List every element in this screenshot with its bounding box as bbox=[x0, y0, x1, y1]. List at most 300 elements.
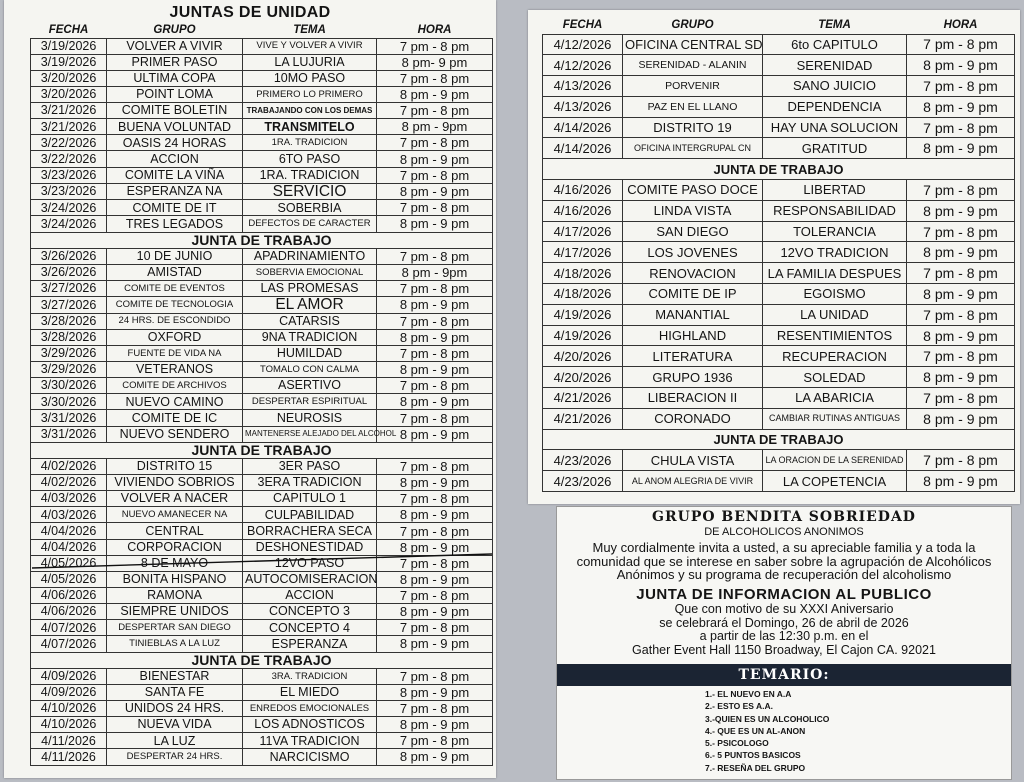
meeting-group: GRUPO 1936 bbox=[623, 367, 763, 388]
meeting-group: FUENTE DE VIDA NA bbox=[107, 345, 243, 361]
meeting-date: 3/24/2026 bbox=[31, 200, 107, 216]
section-header-row bbox=[31, 652, 493, 668]
meeting-row bbox=[31, 248, 493, 264]
meeting-row bbox=[31, 313, 493, 329]
meeting-row bbox=[543, 76, 1015, 97]
meeting-group: COMITE DE TECNOLOGIA bbox=[107, 297, 243, 314]
meeting-row bbox=[31, 668, 493, 684]
meeting-group: MANANTIAL bbox=[623, 304, 763, 325]
meeting-theme: RESPONSABILIDAD bbox=[763, 200, 907, 221]
section-label: JUNTA DE TRABAJO bbox=[31, 232, 493, 248]
right-schedule-rows bbox=[543, 34, 1015, 492]
meeting-group: POINT LOMA bbox=[107, 86, 243, 102]
meeting-group: NUEVO AMANECER NA bbox=[107, 507, 243, 523]
meeting-time: 7 pm - 8 pm bbox=[907, 34, 1015, 55]
meeting-time: 7 pm - 8 pm bbox=[907, 180, 1015, 201]
meeting-time: 7 pm - 8 pm bbox=[377, 555, 493, 571]
temario-item: 6.- 5 PUNTOS BASICOS bbox=[705, 750, 801, 761]
meeting-time: 8 pm- 9 pm bbox=[377, 54, 493, 70]
header-tema: TEMA bbox=[818, 19, 851, 31]
flyer-detail-line: Que con motivo de su XXXI Aniversario bbox=[674, 601, 894, 616]
meeting-row bbox=[31, 183, 493, 200]
meeting-row bbox=[31, 297, 493, 314]
section-header-row bbox=[31, 442, 493, 458]
meeting-time: 8 pm - 9 pm bbox=[377, 604, 493, 620]
meeting-row bbox=[31, 167, 493, 183]
meeting-theme: LA LUJURIA bbox=[243, 54, 377, 70]
flyer-invitation-text: Muy cordialmente invita a usted, a su apreciable familia y a toda la comunidad que se interese en saber sobre la agrupación de Alcohólicos Anónimos y su programa de recuperación del alcoholismo bbox=[576, 540, 992, 583]
meeting-date: 3/21/2026 bbox=[31, 119, 107, 135]
meeting-time: 7 pm - 8 pm bbox=[377, 668, 493, 684]
meeting-row bbox=[31, 604, 493, 620]
meeting-date: 4/06/2026 bbox=[31, 604, 107, 620]
meeting-theme: LA ORACION DE LA SERENIDAD bbox=[763, 450, 907, 471]
meeting-theme: CAMBIAR RUTINAS ANTIGUAS bbox=[763, 408, 907, 429]
meeting-date: 3/22/2026 bbox=[31, 135, 107, 151]
meeting-row bbox=[31, 507, 493, 523]
meeting-theme: EL AMOR bbox=[243, 297, 377, 314]
meeting-date: 4/05/2026 bbox=[31, 555, 107, 571]
meeting-theme: CULPABILIDAD bbox=[243, 507, 377, 523]
meeting-time: 7 pm - 8 pm bbox=[377, 410, 493, 426]
meeting-row bbox=[31, 620, 493, 636]
section-header-row bbox=[543, 159, 1015, 180]
meeting-group: LINDA VISTA bbox=[623, 200, 763, 221]
meeting-theme: 3ER PASO bbox=[243, 458, 377, 474]
meeting-row bbox=[31, 362, 493, 378]
meeting-time: 7 pm - 8 pm bbox=[907, 346, 1015, 367]
meeting-date: 4/18/2026 bbox=[543, 284, 623, 305]
meeting-row bbox=[31, 475, 493, 491]
meeting-row bbox=[31, 410, 493, 426]
meeting-time: 8 pm - 9 pm bbox=[907, 284, 1015, 305]
meeting-time: 7 pm - 8 pm bbox=[377, 378, 493, 394]
meeting-time: 7 pm - 8 pm bbox=[907, 304, 1015, 325]
meeting-theme: SOLEDAD bbox=[763, 367, 907, 388]
meeting-time: 7 pm - 8 pm bbox=[377, 620, 493, 636]
meeting-theme: TOLERANCIA bbox=[763, 221, 907, 242]
meeting-row bbox=[543, 96, 1015, 117]
meeting-theme: DESHONESTIDAD bbox=[243, 539, 377, 555]
meeting-row bbox=[31, 135, 493, 151]
meeting-theme: HAY UNA SOLUCION bbox=[763, 117, 907, 138]
meeting-theme: ENREDOS EMOCIONALES bbox=[243, 700, 377, 716]
meeting-time: 8 pm - 9 pm bbox=[377, 394, 493, 410]
meeting-time: 7 pm - 8 pm bbox=[377, 38, 493, 54]
meeting-time: 8 pm - 9 pm bbox=[377, 539, 493, 555]
meeting-theme: TOMALO CON CALMA bbox=[243, 362, 377, 378]
meeting-time: 8 pm - 9 pm bbox=[377, 717, 493, 733]
meeting-time: 7 pm - 8 pm bbox=[907, 388, 1015, 409]
meeting-row bbox=[543, 408, 1015, 429]
meeting-theme: LAS PROMESAS bbox=[243, 280, 377, 296]
meeting-group: NUEVO CAMINO bbox=[107, 394, 243, 410]
meeting-row bbox=[543, 471, 1015, 492]
meeting-date: 4/20/2026 bbox=[543, 346, 623, 367]
meeting-date: 4/03/2026 bbox=[31, 507, 107, 523]
meeting-group: OFICINA INTERGRUPAL CN bbox=[623, 138, 763, 159]
meeting-theme: VIVE Y VOLVER A VIVIR bbox=[243, 38, 377, 54]
meeting-row bbox=[543, 138, 1015, 159]
meeting-date: 3/19/2026 bbox=[31, 38, 107, 54]
meeting-row bbox=[31, 555, 493, 571]
meeting-theme: LA FAMILIA DESPUES bbox=[763, 263, 907, 284]
meeting-theme: 9NA TRADICION bbox=[243, 329, 377, 345]
meeting-time: 7 pm - 8 pm bbox=[907, 221, 1015, 242]
meeting-time: 7 pm - 8 pm bbox=[377, 733, 493, 749]
meeting-group: 10 DE JUNIO bbox=[107, 248, 243, 264]
schedule-title: JUNTAS DE UNIDAD bbox=[169, 4, 331, 21]
meeting-theme: GRATITUD bbox=[763, 138, 907, 159]
meeting-row bbox=[543, 450, 1015, 471]
meeting-date: 4/17/2026 bbox=[543, 221, 623, 242]
meeting-date: 3/31/2026 bbox=[31, 426, 107, 442]
meeting-date: 4/07/2026 bbox=[31, 636, 107, 652]
flyer-event-heading: JUNTA DE INFORMACION AL PUBLICO bbox=[636, 585, 932, 603]
meeting-group: VOLVER A NACER bbox=[107, 491, 243, 507]
meeting-time: 8 pm - 9 pm bbox=[907, 55, 1015, 76]
meeting-date: 3/30/2026 bbox=[31, 378, 107, 394]
meeting-date: 3/23/2026 bbox=[31, 183, 107, 200]
meeting-group: COMITE DE IT bbox=[107, 200, 243, 216]
meeting-time: 7 pm - 8 pm bbox=[377, 523, 493, 539]
meeting-group: COMITE DE IC bbox=[107, 410, 243, 426]
meeting-date: 4/21/2026 bbox=[543, 388, 623, 409]
meeting-group: DESPERTAR SAN DIEGO bbox=[107, 620, 243, 636]
meeting-date: 4/21/2026 bbox=[543, 408, 623, 429]
meeting-row bbox=[31, 684, 493, 700]
meeting-row bbox=[543, 367, 1015, 388]
header-hora: HORA bbox=[943, 19, 978, 31]
meeting-row bbox=[543, 55, 1015, 76]
meeting-time: 8 pm - 9 pm bbox=[377, 151, 493, 167]
meeting-time: 8 pm - 9 pm bbox=[377, 86, 493, 102]
meeting-group: BIENESTAR bbox=[107, 668, 243, 684]
header-fecha: FECHA bbox=[562, 19, 603, 31]
meeting-row bbox=[31, 86, 493, 102]
meeting-time: 8 pm - 9 pm bbox=[377, 507, 493, 523]
meeting-theme: NARCICISMO bbox=[243, 749, 377, 765]
meeting-row bbox=[31, 345, 493, 361]
meeting-row bbox=[543, 34, 1015, 55]
meeting-theme: DESPERTAR ESPIRITUAL bbox=[243, 394, 377, 410]
meeting-group: LOS JOVENES bbox=[623, 242, 763, 263]
meeting-date: 4/16/2026 bbox=[543, 200, 623, 221]
meeting-date: 4/04/2026 bbox=[31, 523, 107, 539]
flyer-detail-line: a partir de las 12:30 p.m. en el bbox=[699, 629, 869, 644]
section-label: JUNTA DE TRABAJO bbox=[31, 652, 493, 668]
meeting-row bbox=[543, 325, 1015, 346]
meeting-theme: LA ABARICIA bbox=[763, 388, 907, 409]
meeting-row bbox=[31, 539, 493, 555]
meeting-date: 4/05/2026 bbox=[31, 571, 107, 587]
meeting-time: 8 pm - 9 pm bbox=[377, 216, 493, 232]
meeting-time: 7 pm - 8 pm bbox=[377, 345, 493, 361]
temario-item: 3.-QUIEN ES UN ALCOHOLICO bbox=[705, 713, 830, 724]
meeting-time: 8 pm - 9 pm bbox=[377, 749, 493, 765]
meeting-group: COMITE PASO DOCE bbox=[623, 180, 763, 201]
meeting-group: HIGHLAND bbox=[623, 325, 763, 346]
meeting-row bbox=[31, 491, 493, 507]
header-grupo: GRUPO bbox=[153, 24, 196, 36]
meeting-theme: LA COPETENCIA bbox=[763, 471, 907, 492]
meeting-row bbox=[31, 103, 493, 119]
meeting-theme: 1RA. TRADICION bbox=[243, 167, 377, 183]
meeting-row bbox=[31, 588, 493, 604]
meeting-theme: RESENTIMIENTOS bbox=[763, 325, 907, 346]
meeting-group: BONITA HISPANO bbox=[107, 571, 243, 587]
meeting-theme: PRIMERO LO PRIMERO bbox=[243, 86, 377, 102]
meeting-group: OXFORD bbox=[107, 329, 243, 345]
meeting-time: 7 pm - 8 pm bbox=[377, 248, 493, 264]
meeting-group: VIVIENDO SOBRIOS bbox=[107, 475, 243, 491]
meeting-date: 3/19/2026 bbox=[31, 54, 107, 70]
meeting-date: 4/14/2026 bbox=[543, 117, 623, 138]
meeting-date: 3/28/2026 bbox=[31, 313, 107, 329]
meeting-date: 3/28/2026 bbox=[31, 329, 107, 345]
meeting-time: 7 pm - 8 pm bbox=[377, 491, 493, 507]
meeting-theme: APADRINAMIENTO bbox=[243, 248, 377, 264]
meeting-date: 3/27/2026 bbox=[31, 297, 107, 314]
meeting-date: 3/26/2026 bbox=[31, 264, 107, 280]
meeting-date: 4/23/2026 bbox=[543, 471, 623, 492]
meeting-theme: 6to CAPITULO bbox=[763, 34, 907, 55]
meeting-group: LIBERACION II bbox=[623, 388, 763, 409]
left-schedule-page bbox=[4, 0, 496, 778]
meeting-group: NUEVO SENDERO bbox=[107, 426, 243, 442]
meeting-date: 3/29/2026 bbox=[31, 362, 107, 378]
meeting-date: 4/09/2026 bbox=[31, 684, 107, 700]
meeting-date: 4/19/2026 bbox=[543, 304, 623, 325]
meeting-row bbox=[31, 151, 493, 167]
meeting-row bbox=[31, 329, 493, 345]
meeting-group: RAMONA bbox=[107, 588, 243, 604]
meeting-theme: ASERTIVO bbox=[243, 378, 377, 394]
meeting-row bbox=[31, 38, 493, 54]
meeting-time: 7 pm - 8 pm bbox=[377, 588, 493, 604]
meeting-time: 8 pm - 9 pm bbox=[907, 242, 1015, 263]
meeting-date: 4/16/2026 bbox=[543, 180, 623, 201]
meeting-row bbox=[543, 180, 1015, 201]
header-tema: TEMA bbox=[293, 24, 326, 36]
meeting-row bbox=[31, 523, 493, 539]
meeting-theme: SOBERBIA bbox=[243, 200, 377, 216]
meeting-theme: 1RA. TRADICION bbox=[243, 135, 377, 151]
flyer-title: GRUPO BENDITA SOBRIEDAD bbox=[652, 509, 916, 525]
meeting-row bbox=[31, 200, 493, 216]
temario-item: 2.- ESTO ES A.A. bbox=[705, 701, 774, 712]
meeting-date: 3/23/2026 bbox=[31, 167, 107, 183]
meeting-date: 3/20/2026 bbox=[31, 70, 107, 86]
meeting-group: TRES LEGADOS bbox=[107, 216, 243, 232]
section-header-row bbox=[31, 232, 493, 248]
meeting-row bbox=[31, 733, 493, 749]
meeting-theme: DEPENDENCIA bbox=[763, 96, 907, 117]
meeting-row bbox=[31, 394, 493, 410]
meeting-time: 7 pm - 8 pm bbox=[377, 458, 493, 474]
meeting-time: 7 pm - 8 pm bbox=[377, 313, 493, 329]
meeting-time: 8 pm - 9 pm bbox=[907, 367, 1015, 388]
meeting-group: BUENA VOLUNTAD bbox=[107, 119, 243, 135]
meeting-group: VETERANOS bbox=[107, 362, 243, 378]
meeting-row bbox=[543, 242, 1015, 263]
right-schedule-page bbox=[528, 10, 1020, 504]
meeting-time: 8 pm - 9 pm bbox=[907, 96, 1015, 117]
meeting-time: 8 pm - 9 pm bbox=[377, 571, 493, 587]
meeting-time: 8 pm - 9 pm bbox=[377, 329, 493, 345]
meeting-theme: ESPERANZA bbox=[243, 636, 377, 652]
meeting-theme: 11VA TRADICION bbox=[243, 733, 377, 749]
meeting-group: SIEMPRE UNIDOS bbox=[107, 604, 243, 620]
meeting-theme: 12VO PASO bbox=[243, 555, 377, 571]
meeting-group: 8 DE MAYO bbox=[107, 555, 243, 571]
meeting-date: 3/27/2026 bbox=[31, 280, 107, 296]
meeting-group: COMITE DE IP bbox=[623, 284, 763, 305]
meeting-date: 4/02/2026 bbox=[31, 475, 107, 491]
meeting-date: 3/21/2026 bbox=[31, 103, 107, 119]
meeting-theme: 3RA. TRADICION bbox=[243, 668, 377, 684]
meeting-group: CORONADO bbox=[623, 408, 763, 429]
meeting-row bbox=[543, 117, 1015, 138]
meeting-date: 4/06/2026 bbox=[31, 588, 107, 604]
meeting-time: 8 pm - 9 pm bbox=[377, 636, 493, 652]
meeting-group: COMITE DE EVENTOS bbox=[107, 280, 243, 296]
meeting-time: 8 pm - 9 pm bbox=[377, 426, 493, 442]
meeting-time: 8 pm - 9pm bbox=[377, 264, 493, 280]
meeting-group: DESPERTAR 24 HRS. bbox=[107, 749, 243, 765]
meeting-time: 8 pm - 9 pm bbox=[907, 138, 1015, 159]
meeting-group: PORVENIR bbox=[623, 76, 763, 97]
meeting-date: 4/02/2026 bbox=[31, 458, 107, 474]
left-schedule-rows bbox=[31, 38, 493, 765]
meeting-time: 8 pm - 9 pm bbox=[907, 471, 1015, 492]
temario-item: 5.- PSICOLOGO bbox=[705, 738, 769, 749]
anniversary-flyer bbox=[556, 506, 1012, 780]
left-schedule-table bbox=[30, 24, 493, 766]
meeting-group: COMITE BOLETIN bbox=[107, 103, 243, 119]
meeting-date: 4/13/2026 bbox=[543, 96, 623, 117]
meeting-row bbox=[543, 221, 1015, 242]
meeting-group: DISTRITO 19 bbox=[623, 117, 763, 138]
meeting-row bbox=[31, 700, 493, 716]
meeting-time: 7 pm - 8 pm bbox=[907, 76, 1015, 97]
meeting-theme: CONCEPTO 3 bbox=[243, 604, 377, 620]
meeting-row bbox=[543, 346, 1015, 367]
meeting-theme: 10MO PASO bbox=[243, 70, 377, 86]
meeting-group: COMITE LA VIÑA bbox=[107, 167, 243, 183]
section-header-row bbox=[543, 429, 1015, 450]
meeting-row bbox=[31, 571, 493, 587]
meeting-group: AMISTAD bbox=[107, 264, 243, 280]
meeting-group: OASIS 24 HORAS bbox=[107, 135, 243, 151]
temario-item: 1.- EL NUEVO EN A.A bbox=[705, 688, 792, 699]
meeting-theme: EGOISMO bbox=[763, 284, 907, 305]
meeting-date: 4/10/2026 bbox=[31, 717, 107, 733]
meeting-date: 4/12/2026 bbox=[543, 55, 623, 76]
meeting-theme: SERENIDAD bbox=[763, 55, 907, 76]
meeting-date: 4/04/2026 bbox=[31, 539, 107, 555]
meeting-theme: 3ERA TRADICION bbox=[243, 475, 377, 491]
meeting-theme: TRANSMITELO bbox=[243, 119, 377, 135]
flyer-detail-line: se celebrará el Domingo, 26 de abril de 2026 bbox=[659, 615, 909, 630]
meeting-time: 8 pm - 9 pm bbox=[907, 200, 1015, 221]
meeting-time: 7 pm - 8 pm bbox=[377, 70, 493, 86]
meeting-theme: HUMILDAD bbox=[243, 345, 377, 361]
flyer-subtitle: DE ALCOHOLICOS ANONIMOS bbox=[704, 526, 864, 538]
meeting-row bbox=[31, 636, 493, 652]
meeting-theme: SOBERVIA EMOCIONAL bbox=[243, 264, 377, 280]
header-hora: HORA bbox=[417, 24, 452, 36]
meeting-date: 3/29/2026 bbox=[31, 345, 107, 361]
meeting-group: AL ANOM ALEGRIA DE VIVIR bbox=[623, 471, 763, 492]
meeting-time: 8 pm - 9pm bbox=[377, 119, 493, 135]
meeting-theme: CONCEPTO 4 bbox=[243, 620, 377, 636]
meeting-group: CENTRAL bbox=[107, 523, 243, 539]
meeting-row bbox=[543, 263, 1015, 284]
meeting-theme: SANO JUICIO bbox=[763, 76, 907, 97]
meeting-theme: NEUROSIS bbox=[243, 410, 377, 426]
meeting-date: 4/19/2026 bbox=[543, 325, 623, 346]
meeting-date: 4/14/2026 bbox=[543, 138, 623, 159]
meeting-group: LITERATURA bbox=[623, 346, 763, 367]
meeting-date: 4/12/2026 bbox=[543, 34, 623, 55]
meeting-time: 7 pm - 8 pm bbox=[907, 263, 1015, 284]
meeting-row bbox=[31, 717, 493, 733]
meeting-group: LA LUZ bbox=[107, 733, 243, 749]
meeting-row bbox=[31, 458, 493, 474]
meeting-group: CHULA VISTA bbox=[623, 450, 763, 471]
meeting-time: 7 pm - 8 pm bbox=[377, 135, 493, 151]
meeting-theme: 12VO TRADICION bbox=[763, 242, 907, 263]
meeting-group: DISTRITO 15 bbox=[107, 458, 243, 474]
meeting-date: 4/09/2026 bbox=[31, 668, 107, 684]
meeting-row bbox=[543, 388, 1015, 409]
meeting-row bbox=[31, 70, 493, 86]
meeting-group: OFICINA CENTRAL SD bbox=[623, 34, 763, 55]
meeting-theme: DEFECTOS DE CARACTER bbox=[243, 216, 377, 232]
meeting-group: ESPERANZA NA bbox=[107, 183, 243, 200]
meeting-row bbox=[31, 426, 493, 442]
temario-item: 7.- RESEÑA DEL GRUPO bbox=[705, 762, 806, 773]
meeting-theme: RECUPERACION bbox=[763, 346, 907, 367]
meeting-group: RENOVACION bbox=[623, 263, 763, 284]
temario-list bbox=[705, 688, 1011, 774]
meeting-theme: ACCION bbox=[243, 588, 377, 604]
section-label: JUNTA DE TRABAJO bbox=[543, 429, 1015, 450]
meeting-row bbox=[31, 264, 493, 280]
meeting-time: 7 pm - 8 pm bbox=[377, 167, 493, 183]
meeting-theme: TRABAJANDO CON LOS DEMAS bbox=[243, 103, 377, 119]
meeting-time: 7 pm - 8 pm bbox=[907, 450, 1015, 471]
meeting-row bbox=[31, 54, 493, 70]
meeting-time: 7 pm - 8 pm bbox=[377, 280, 493, 296]
temario-title: TEMARIO: bbox=[557, 664, 1011, 686]
meeting-date: 4/13/2026 bbox=[543, 76, 623, 97]
flyer-detail-line: Gather Event Hall 1150 Broadway, El Cajon CA. 92021 bbox=[632, 643, 936, 658]
meeting-date: 4/20/2026 bbox=[543, 367, 623, 388]
meeting-time: 8 pm - 9 pm bbox=[907, 325, 1015, 346]
meeting-date: 4/07/2026 bbox=[31, 620, 107, 636]
meeting-group: ULTIMA COPA bbox=[107, 70, 243, 86]
meeting-theme: AUTOCOMISERACION bbox=[243, 571, 377, 587]
meeting-theme: LA UNIDAD bbox=[763, 304, 907, 325]
meeting-theme: 6TO PASO bbox=[243, 151, 377, 167]
meeting-row bbox=[543, 304, 1015, 325]
meeting-time: 7 pm - 8 pm bbox=[377, 103, 493, 119]
meeting-date: 3/26/2026 bbox=[31, 248, 107, 264]
meeting-theme: CATARSIS bbox=[243, 313, 377, 329]
meeting-time: 8 pm - 9 pm bbox=[377, 475, 493, 491]
